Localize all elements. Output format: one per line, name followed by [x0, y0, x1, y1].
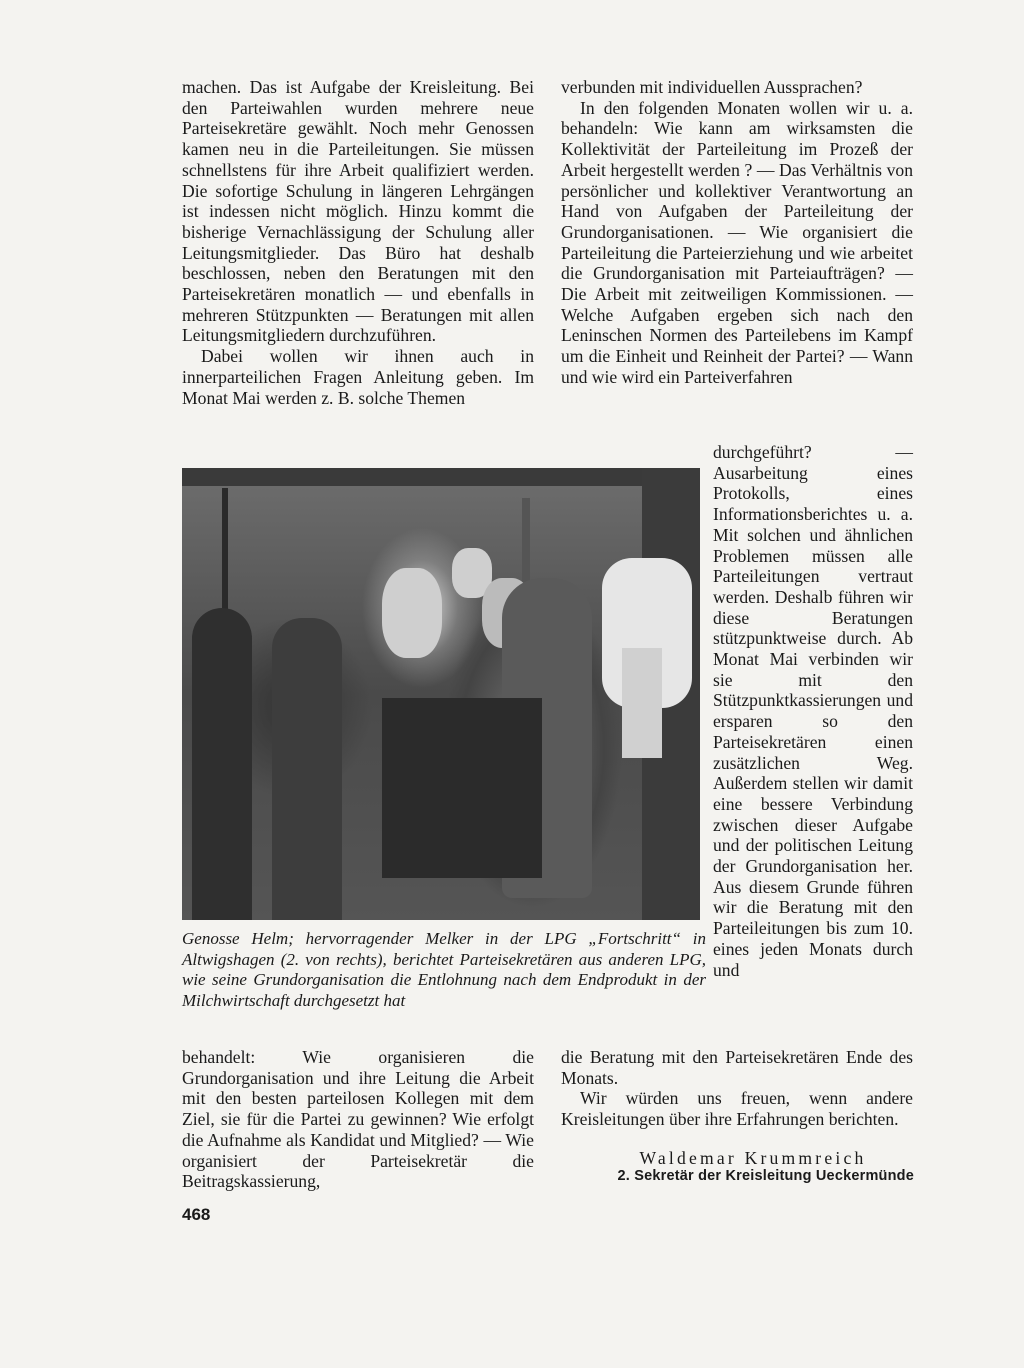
paragraph: Wir würden uns freuen, wenn andere Kreisleitungen über ihre Erfahrungen berichten.	[561, 1088, 913, 1130]
paragraph: die Beratung mit den Parteisekretären Ende des Monats.	[561, 1047, 913, 1088]
text-column-right-top	[561, 77, 913, 388]
paragraph: In den folgenden Monaten wollen wir u. a. behandeln: Wie kann am wirksamsten die Kollektivität der Parteileitung im Prozeß der Arbeit hergestellt werden ? — Das Verhältnis von persönlicher und kollektiver Verantwortung an Hand von Aufgaben der Parteileitung der Grundorganisationen. — Wie organisiert die Parteileitung die Parteierziehung und wie arbeitet die Grundorganisation mit Parteiaufträgen? — Die Arbeit mit zeitweiligen Kommissionen. — Welche Aufgaben ergeben sich nach den Leninschen Normen des Parteilebens im Kampf um die Einheit und Reinheit der Partei? — Wann und wie wird ein Parteiverfahren	[561, 97, 913, 387]
text-column-right-bottom	[561, 1047, 913, 1130]
author-title: 2. Sekretär der Kreisleitung Ueckermünde	[617, 1168, 914, 1184]
author-name: Waldemar Krummreich	[639, 1148, 867, 1168]
text-column-left-top	[182, 77, 534, 408]
paragraph: durchgeführt? — Ausarbeitung eines Protokolls, eines Informationsberichtes u. a. Mit solchen und ähnlichen Problemen müssen alle Parteileitungen vertraut werden. Deshalb führen wir diese Beratungen stützpunktweise durch. Ab Monat Mai verbinden wir sie mit den Stützpunktkassierungen und ersparen so den Parteisekretären einen zusätzlichen Weg. Außerdem stellen wir damit eine bessere Verbindung zwischen dieser Aufgabe und der politischen Leitung der Grundorganisation her. Aus diesem Grunde führen wir die Beratung mit den Parteileitungen bis zum 10. eines jeden Monats durch und	[713, 442, 913, 980]
photo-caption: Genosse Helm; hervorragender Melker in der LPG „Fortschritt“ in Altwigshagen (2. von rechts), berichtet Parteisekretären aus anderen LPG, wie seine Grundorganisation die Entlohnung nach dem Endprodukt in der Milchwirtschaft durchgesetzt hat	[182, 929, 706, 1010]
news-photo	[182, 468, 700, 920]
paragraph: verbunden mit individuellen Aussprachen?	[561, 77, 863, 97]
page-number: 468	[182, 1205, 211, 1224]
paragraph: Dabei wollen wir ihnen auch in innerparteilichen Fragen Anleitung geben. Im Monat Mai werden z. B. solche Themen	[182, 346, 534, 408]
text-column-left-bottom	[182, 1047, 534, 1192]
text-column-right-narrow	[713, 442, 913, 980]
paragraph: machen. Das ist Aufgabe der Kreisleitung. Bei den Parteiwahlen wurden mehrere neue Parteisekretäre gewählt. Noch mehr Genossen kamen neu in die Parteileitungen. Sie müssen schnellstens für ihre Arbeit qualifiziert werden. Die sofortige Schulung in längeren Lehrgängen ist indessen nicht möglich. Hinzu kommt die bisherige Vernachlässigung der Schulung aller Leitungsmitglieder. Das Büro hat deshalb beschlossen, neben den Beratungen mit den Parteisekretären monatlich — und ebenfalls in mehreren Stützpunkten — Beratungen mit allen Leitungsmitgliedern durchzuführen.	[182, 77, 534, 346]
paragraph: behandelt: Wie organisieren die Grundorganisation und ihre Leitung die Arbeit mit den besten parteilosen Kollegen mit dem Ziel, sie für die Partei zu gewinnen? Wie erfolgt die Aufnahme als Kandidat und Mitglied? — Wie organisiert der Parteisekretär die Beitragskassierung,	[182, 1047, 534, 1192]
